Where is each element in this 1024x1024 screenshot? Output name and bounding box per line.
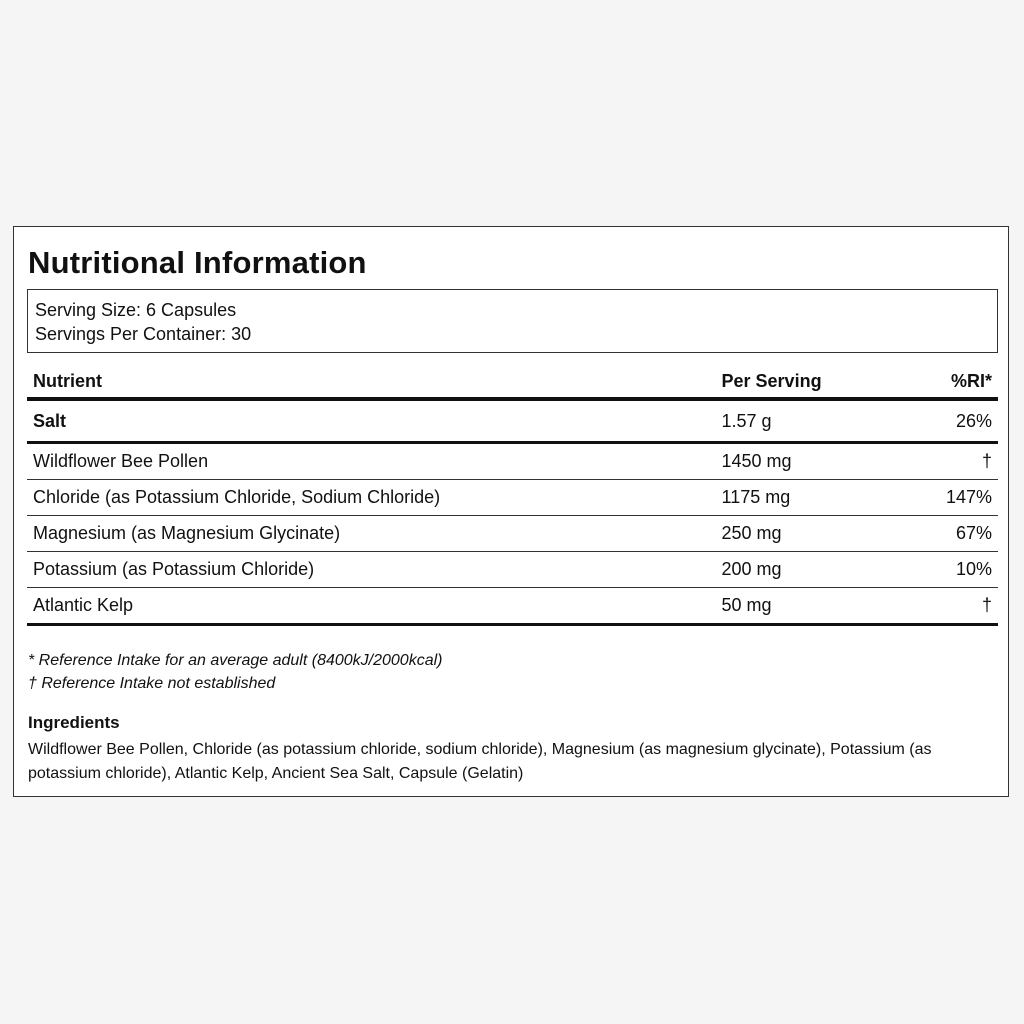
nutrient-name: Magnesium (as Magnesium Glycinate) <box>27 516 722 552</box>
servings-per-container: Servings Per Container: 30 <box>35 324 252 344</box>
ingredients-heading: Ingredients <box>28 713 120 732</box>
table-row <box>27 552 998 588</box>
nutrient-amount: 50 mg <box>722 588 920 625</box>
panel-title: Nutritional Information <box>28 245 367 280</box>
nutrient-name: Atlantic Kelp <box>27 588 722 625</box>
serving-size: Serving Size: 6 Capsules <box>35 300 237 320</box>
nutrient-ri: 26% <box>919 399 998 443</box>
nutrition-panel <box>13 226 1009 797</box>
table-row <box>27 443 998 480</box>
nutrient-name: Salt <box>27 399 722 443</box>
ri-footnote: * Reference Intake for an average adult (8400kJ/2000kcal) <box>28 652 443 669</box>
nutrient-amount: 200 mg <box>722 552 920 588</box>
table-row <box>27 480 998 516</box>
nutrient-ri: † <box>919 588 998 625</box>
table-row <box>27 516 998 552</box>
serving-info-box <box>27 289 998 353</box>
nutrient-ri: 147% <box>919 480 998 516</box>
nutrient-ri: 10% <box>919 552 998 588</box>
header-per-serving: Per Serving <box>722 365 920 399</box>
nutrition-table <box>27 365 998 626</box>
nutrient-amount: 1175 mg <box>722 480 920 516</box>
nutrient-ri: † <box>919 443 998 480</box>
footnotes <box>28 649 442 695</box>
nutrient-amount: 1450 mg <box>722 443 920 480</box>
nutrient-name: Chloride (as Potassium Chloride, Sodium Chloride) <box>27 480 722 516</box>
table-header-row <box>27 365 998 399</box>
table-row <box>27 399 998 443</box>
nutrient-name: Wildflower Bee Pollen <box>27 443 722 480</box>
nutrient-name: Potassium (as Potassium Chloride) <box>27 552 722 588</box>
nutrient-amount: 1.57 g <box>722 399 920 443</box>
header-nutrient: Nutrient <box>27 365 722 399</box>
ingredients-text: Wildflower Bee Pollen, Chloride (as potassium chloride, sodium chloride), Magnesium (as magnesium glycinate), Potassium (as potassium chloride), Atlantic Kelp, Ancient Sea Salt, Capsule (Gelatin) <box>28 741 932 782</box>
header-ri: %RI* <box>919 365 998 399</box>
nutrient-amount: 250 mg <box>722 516 920 552</box>
dagger-footnote: † Reference Intake not established <box>28 675 276 692</box>
nutrient-ri: 67% <box>919 516 998 552</box>
table-row <box>27 588 998 625</box>
